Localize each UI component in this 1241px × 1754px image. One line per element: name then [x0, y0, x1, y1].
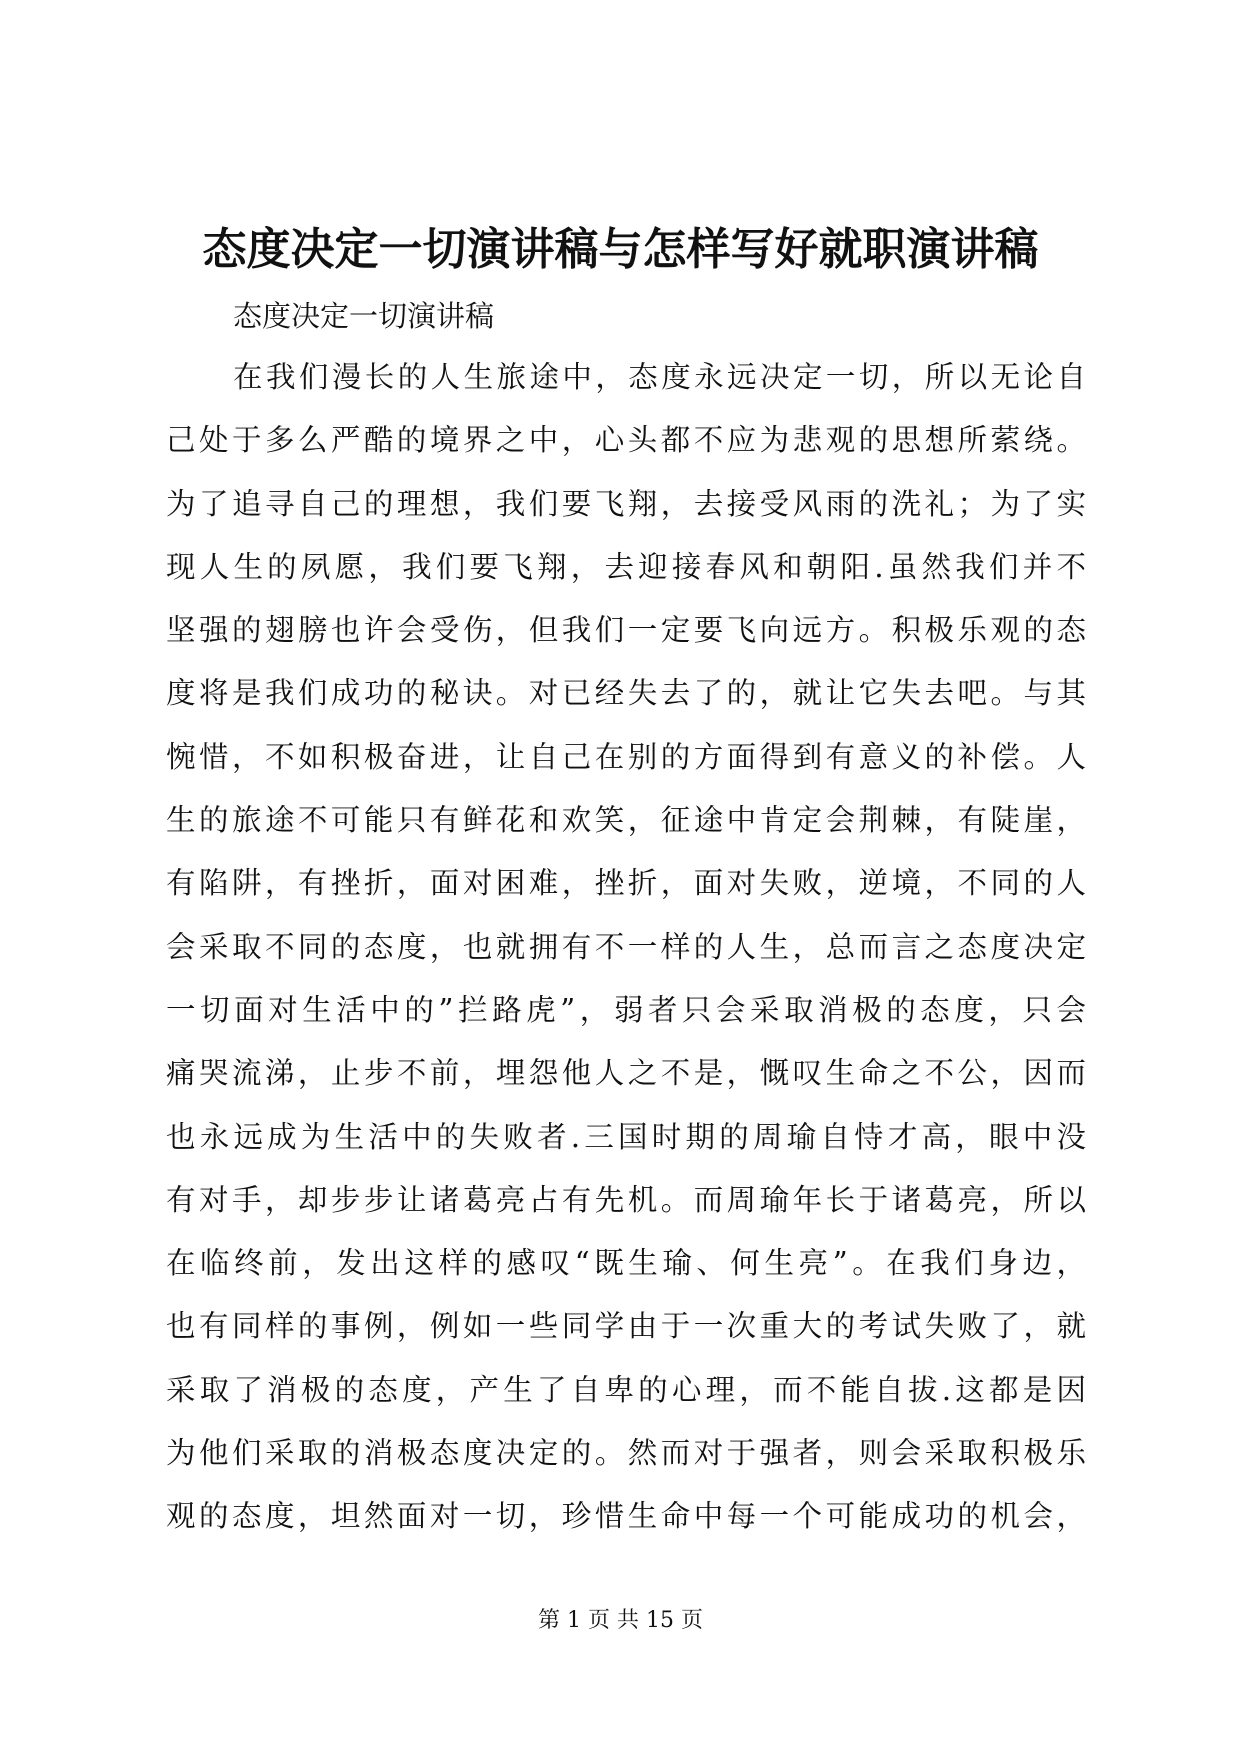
- body-line: 在我们漫长的人生旅途中，态度永远决定一切，所以无论自: [233, 360, 1086, 394]
- document-title: 态度决定一切演讲稿与怎样写好就职演讲稿: [202, 224, 1039, 275]
- body-line: 为了追寻自己的理想，我们要飞翔，去接受风雨的洗礼；为了实: [166, 486, 1086, 521]
- document-subtitle: 态度决定一切演讲稿: [233, 299, 495, 333]
- body-line: 有对手，却步步让诸葛亮占有先机。而周瑜年长于诸葛亮，所以: [166, 1182, 1086, 1217]
- body-line: 在临终前，发出这样的感叹“既生瑜、何生亮”。在我们身边，: [166, 1246, 1086, 1281]
- body-line: 采取了消极的态度，产生了自卑的心理，而不能自拔.这都是因: [166, 1372, 1086, 1407]
- body-line: 痛哭流涕，止步不前，埋怨他人之不是，慨叹生命之不公，因而: [166, 1056, 1086, 1091]
- body-line: 现人生的夙愿，我们要飞翔，去迎接春风和朝阳.虽然我们并不: [166, 549, 1086, 584]
- body-line: 也永远成为生活中的失败者.三国时期的周瑜自恃才高，眼中没: [166, 1119, 1086, 1154]
- body-line: 也有同样的事例，例如一些同学由于一次重大的考试失败了，就: [166, 1309, 1086, 1344]
- body-line: 会采取不同的态度，也就拥有不一样的人生，总而言之态度决定: [166, 929, 1086, 964]
- body-line: 惋惜，不如积极奋进，让自己在别的方面得到有意义的补偿。人: [166, 739, 1086, 774]
- body-line: 为他们采取的消极态度决定的。然而对于强者，则会采取积极乐: [166, 1436, 1086, 1471]
- body-line: 度将是我们成功的秘诀。对已经失去了的，就让它失去吧。与其: [166, 676, 1086, 711]
- body-line: 生的旅途不可能只有鲜花和欢笑，征途中肯定会荆棘，有陡崖，: [166, 803, 1086, 838]
- body-line: 观的态度，坦然面对一切，珍惜生命中每一个可能成功的机会，: [166, 1499, 1086, 1534]
- body-line: 有陷阱，有挫折，面对困难，挫折，面对失败，逆境，不同的人: [166, 866, 1086, 901]
- page-number-footer: 第 1 页 共 15 页: [538, 1608, 703, 1633]
- body-line: 己处于多么严酷的境界之中，心头都不应为悲观的思想所萦绕。: [166, 423, 1086, 458]
- document-body: [166, 357, 1086, 1560]
- body-line: 一切面对生活中的”拦路虎”，弱者只会采取消极的态度，只会: [166, 992, 1086, 1027]
- body-line: 坚强的翅膀也许会受伤，但我们一定要飞向远方。积极乐观的态: [166, 613, 1086, 648]
